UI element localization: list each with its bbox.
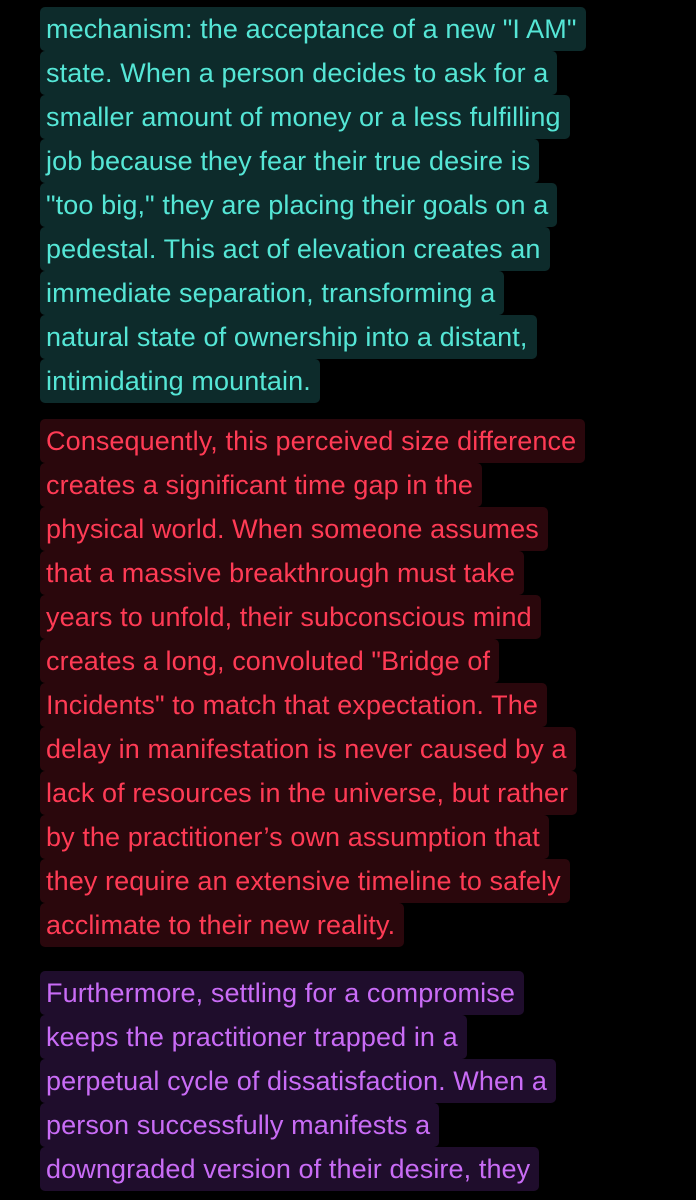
- highlighted-text: pedestal. This act of elevation creates an: [40, 227, 550, 271]
- highlighted-text: creates a significant time gap in the: [40, 463, 482, 507]
- text-line: [40, 814, 680, 860]
- highlighted-text: lack of resources in the universe, but rather: [40, 771, 577, 815]
- text-line: [40, 50, 680, 96]
- highlighted-text: by the practitioner’s own assumption that: [40, 815, 549, 859]
- highlighted-text: job because they fear their true desire is: [40, 139, 539, 183]
- paragraph-teal: [40, 6, 680, 404]
- text-line: [40, 506, 680, 552]
- text-line: [40, 418, 680, 464]
- highlighted-text: immediate separation, transforming a: [40, 271, 504, 315]
- text-line: [40, 1014, 680, 1060]
- highlighted-text: smaller amount of money or a less fulfilling: [40, 95, 570, 139]
- highlighted-text: keeps the practitioner trapped in a: [40, 1015, 467, 1059]
- highlighted-text: person successfully manifests a: [40, 1103, 439, 1147]
- highlighted-text: that a massive breakthrough must take: [40, 551, 524, 595]
- text-line: [40, 358, 680, 404]
- highlighted-text: downgraded version of their desire, they: [40, 1147, 539, 1191]
- highlighted-text: state. When a person decides to ask for a: [40, 51, 557, 95]
- highlighted-text: intimidating mountain.: [40, 359, 320, 403]
- highlighted-text: perpetual cycle of dissatisfaction. When a: [40, 1059, 556, 1103]
- highlighted-text: Consequently, this perceived size difference: [40, 419, 585, 463]
- text-line: [40, 314, 680, 360]
- highlighted-text: Incidents" to match that expectation. The: [40, 683, 547, 727]
- highlighted-text: physical world. When someone assumes: [40, 507, 548, 551]
- highlighted-text: they require an extensive timeline to safely: [40, 859, 570, 903]
- highlighted-text: creates a long, convoluted "Bridge of: [40, 639, 499, 683]
- highlighted-text: natural state of ownership into a distant,: [40, 315, 537, 359]
- text-line: [40, 1102, 680, 1148]
- text-line: [40, 858, 680, 904]
- text-line: [40, 550, 680, 596]
- text-line: [40, 462, 680, 508]
- highlighted-text: "too big," they are placing their goals on a: [40, 183, 557, 227]
- text-line: [40, 6, 680, 52]
- text-line: [40, 970, 680, 1016]
- highlighted-text: Furthermore, settling for a compromise: [40, 971, 524, 1015]
- highlighted-text: acclimate to their new reality.: [40, 903, 404, 947]
- highlighted-text: years to unfold, their subconscious mind: [40, 595, 541, 639]
- highlighted-text: delay in manifestation is never caused by a: [40, 727, 576, 771]
- text-line: [40, 682, 680, 728]
- paragraph-purple: [40, 970, 680, 1192]
- text-line: [40, 138, 680, 184]
- text-line: [40, 638, 680, 684]
- text-line: [40, 902, 680, 948]
- paragraph-red: [40, 418, 680, 948]
- highlighted-text: mechanism: the acceptance of a new "I AM": [40, 7, 586, 51]
- text-line: [40, 226, 680, 272]
- text-line: [40, 1146, 680, 1192]
- text-line: [40, 182, 680, 228]
- text-line: [40, 594, 680, 640]
- text-line: [40, 726, 680, 772]
- text-line: [40, 270, 680, 316]
- text-line: [40, 770, 680, 816]
- text-line: [40, 1058, 680, 1104]
- text-line: [40, 94, 680, 140]
